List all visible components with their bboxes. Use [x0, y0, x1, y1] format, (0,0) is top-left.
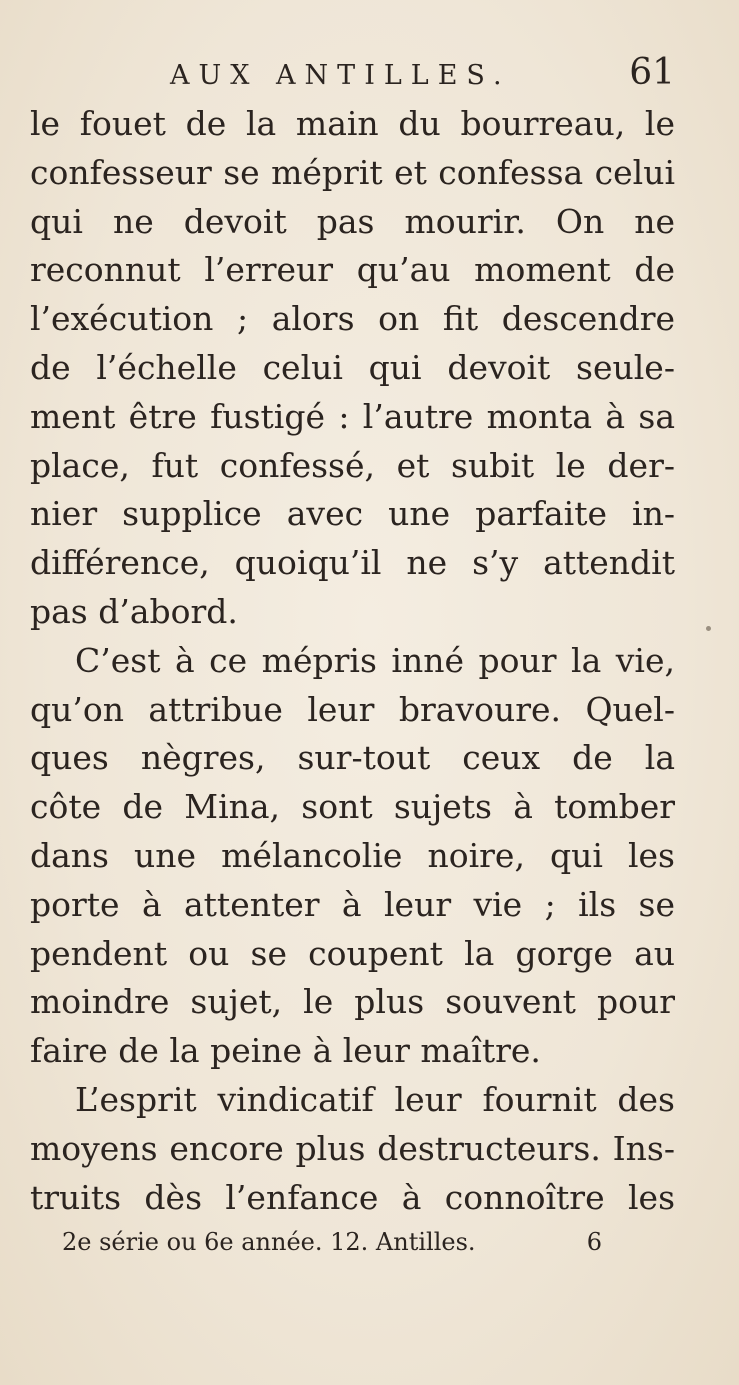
text-line: confesseur se méprit et confessa celui [30, 152, 675, 192]
text-line: moindre sujet, le plus souvent pour [30, 982, 675, 1022]
text-line: l’exécution ; alors on fit descendre [30, 299, 675, 339]
page-number: 61 [629, 52, 675, 93]
running-header [30, 52, 675, 102]
text-line: porte à attenter à leur vie ; ils se [30, 884, 675, 924]
body-text [30, 100, 675, 1222]
text-line: reconnut l’erreur qu’au moment de [30, 250, 675, 290]
text-line: ment être fustigé : l’autre monta à sa [30, 396, 675, 436]
printer-signature [62, 1228, 602, 1264]
text-line: qui ne devoit pas mourir. On ne [30, 201, 675, 241]
text-line: de l’échelle celui qui devoit seule- [30, 347, 675, 387]
text-line: faire de la peine à leur maître. [30, 1031, 541, 1071]
text-line: pendent ou se coupent la gorge au [30, 933, 675, 973]
text-line: pas d’abord. [30, 591, 238, 631]
text-line: truits dès l’enfance à connoître les [30, 1177, 675, 1217]
text-line: le fouet de la main du bourreau, le [30, 104, 675, 143]
text-line: moyens encore plus destructeurs. Ins- [30, 1128, 675, 1168]
signature-mark: 6 [586, 1228, 602, 1256]
signature-text: 2e série ou 6e année. 12. Antilles. [62, 1228, 476, 1256]
text-line: dans une mélancolie noire, qui les [30, 835, 675, 875]
text-line: différence, quoiqu’il ne s’y attendit [30, 543, 675, 583]
text-line: côte de Mina, sont sujets à tomber [30, 787, 675, 827]
text-line: nier supplice avec une parfaite in- [30, 494, 675, 534]
paper-speck [706, 626, 711, 631]
text-line: ques nègres, sur-tout ceux de la [30, 738, 675, 778]
text-line: C’est à ce mépris inné pour la vie, [75, 640, 675, 680]
text-line: place, fut confessé, et subit le der- [30, 445, 675, 485]
running-title: AUX ANTILLES. [170, 60, 511, 91]
text-line: qu’on attribue leur bravoure. Quel- [30, 689, 675, 729]
text-line: L’esprit vindicatif leur fournit des [75, 1079, 675, 1119]
